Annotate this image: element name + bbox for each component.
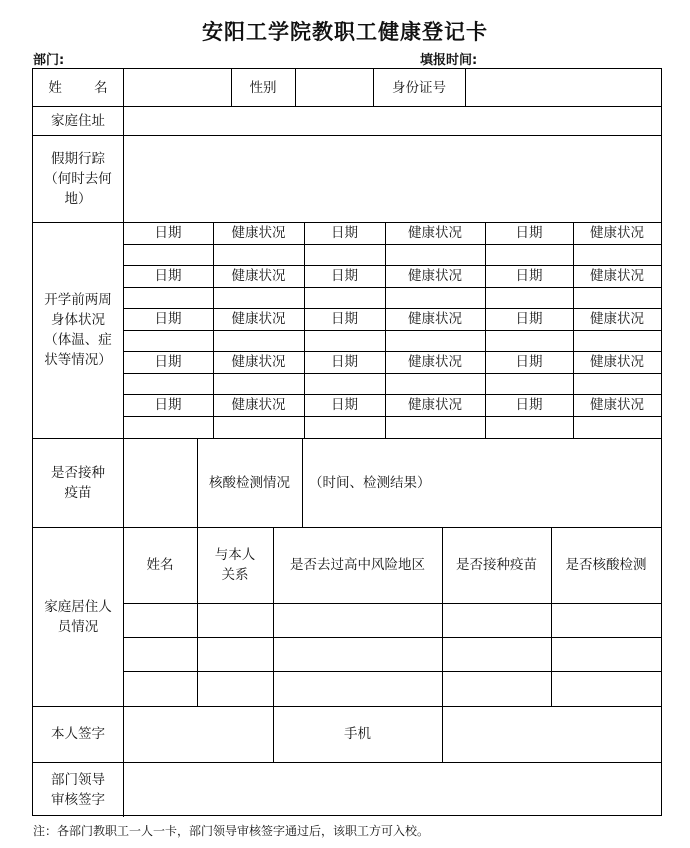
name-label: 姓 名 xyxy=(48,79,122,96)
family-header-risk-area: 是否去过高中风险地区 xyxy=(290,557,425,573)
health-status-header: 健康状况 xyxy=(408,354,462,370)
health-status-header: 健康状况 xyxy=(231,225,286,241)
page-title: 安阳工学院教职工健康登记卡 xyxy=(202,19,488,44)
family-header-vaccine: 是否接种疫苗 xyxy=(456,557,537,573)
home-address-label: 家庭住址 xyxy=(51,112,105,129)
phone-label: 手机 xyxy=(344,726,371,742)
row-divider xyxy=(33,762,661,763)
date-header: 日期 xyxy=(331,397,358,413)
nucleic-test-label: 核酸检测情况 xyxy=(209,474,290,491)
family-subrow-divider xyxy=(123,671,661,672)
health-status-header: 健康状况 xyxy=(590,268,644,284)
fill-time-label: 填报时间: xyxy=(420,53,478,68)
health-status-header: 健康状况 xyxy=(590,225,644,241)
health-subrow-divider xyxy=(123,416,661,417)
date-header: 日期 xyxy=(154,311,182,327)
id-number-label: 身份证号 xyxy=(392,79,446,96)
family-section-label: 家庭居住人员情况 xyxy=(44,598,112,635)
health-subrow-divider xyxy=(123,244,661,245)
vaccine-label: 是否接种疫苗 xyxy=(51,464,105,501)
health-status-header: 健康状况 xyxy=(231,268,286,284)
health-status-header: 健康状况 xyxy=(408,311,462,327)
family-subrow-divider xyxy=(123,637,661,638)
date-header: 日期 xyxy=(331,268,358,284)
col-divider xyxy=(302,438,303,527)
health-status-header: 健康状况 xyxy=(408,225,462,241)
family-header-name: 姓名 xyxy=(146,557,174,573)
health-section-label: 开学前两周身体状况（体温、症状等情况） xyxy=(44,292,112,368)
date-header: 日期 xyxy=(154,397,182,413)
family-header-nucleic: 是否核酸检测 xyxy=(565,557,647,573)
date-header: 日期 xyxy=(515,225,543,241)
date-header: 日期 xyxy=(515,397,543,413)
date-header: 日期 xyxy=(154,225,182,241)
date-header: 日期 xyxy=(154,268,182,284)
health-status-header: 健康状况 xyxy=(408,268,462,284)
date-header: 日期 xyxy=(331,311,358,327)
row-divider xyxy=(33,135,661,136)
date-header: 日期 xyxy=(154,354,182,370)
date-header: 日期 xyxy=(515,311,543,327)
footnote: 注：各部门教职工一人一卡，部门领导审核签字通过后，该职工方可入校。 xyxy=(33,824,430,838)
department-label: 部门: xyxy=(33,53,65,68)
holiday-trip-label: 假期行踪（何时去何地） xyxy=(44,150,112,207)
date-header: 日期 xyxy=(331,354,358,370)
health-status-header: 健康状况 xyxy=(590,354,644,370)
gender-label: 性别 xyxy=(249,79,277,96)
health-status-header: 健康状况 xyxy=(590,397,644,413)
row-divider xyxy=(33,106,661,107)
leader-signature-label: 部门领导审核签字 xyxy=(51,771,105,808)
family-subrow-divider xyxy=(123,603,661,604)
health-subrow-divider xyxy=(123,287,661,288)
health-status-header: 健康状况 xyxy=(590,311,644,327)
col-divider xyxy=(295,69,296,106)
date-header: 日期 xyxy=(515,354,543,370)
health-subrow-divider xyxy=(123,330,661,331)
health-status-header: 健康状况 xyxy=(408,397,462,413)
self-signature-label: 本人签字 xyxy=(51,726,105,742)
health-status-header: 健康状况 xyxy=(231,397,286,413)
family-header-relation: 与本人关系 xyxy=(214,547,256,583)
label-column-divider xyxy=(123,69,124,817)
health-status-header: 健康状况 xyxy=(231,311,286,327)
health-subrow-divider xyxy=(123,373,661,374)
date-header: 日期 xyxy=(331,225,358,241)
col-divider xyxy=(465,69,466,106)
date-header: 日期 xyxy=(515,268,543,284)
nucleic-test-hint: （时间、检测结果） xyxy=(309,474,431,491)
health-form-table xyxy=(32,68,662,816)
health-status-header: 健康状况 xyxy=(231,354,286,370)
